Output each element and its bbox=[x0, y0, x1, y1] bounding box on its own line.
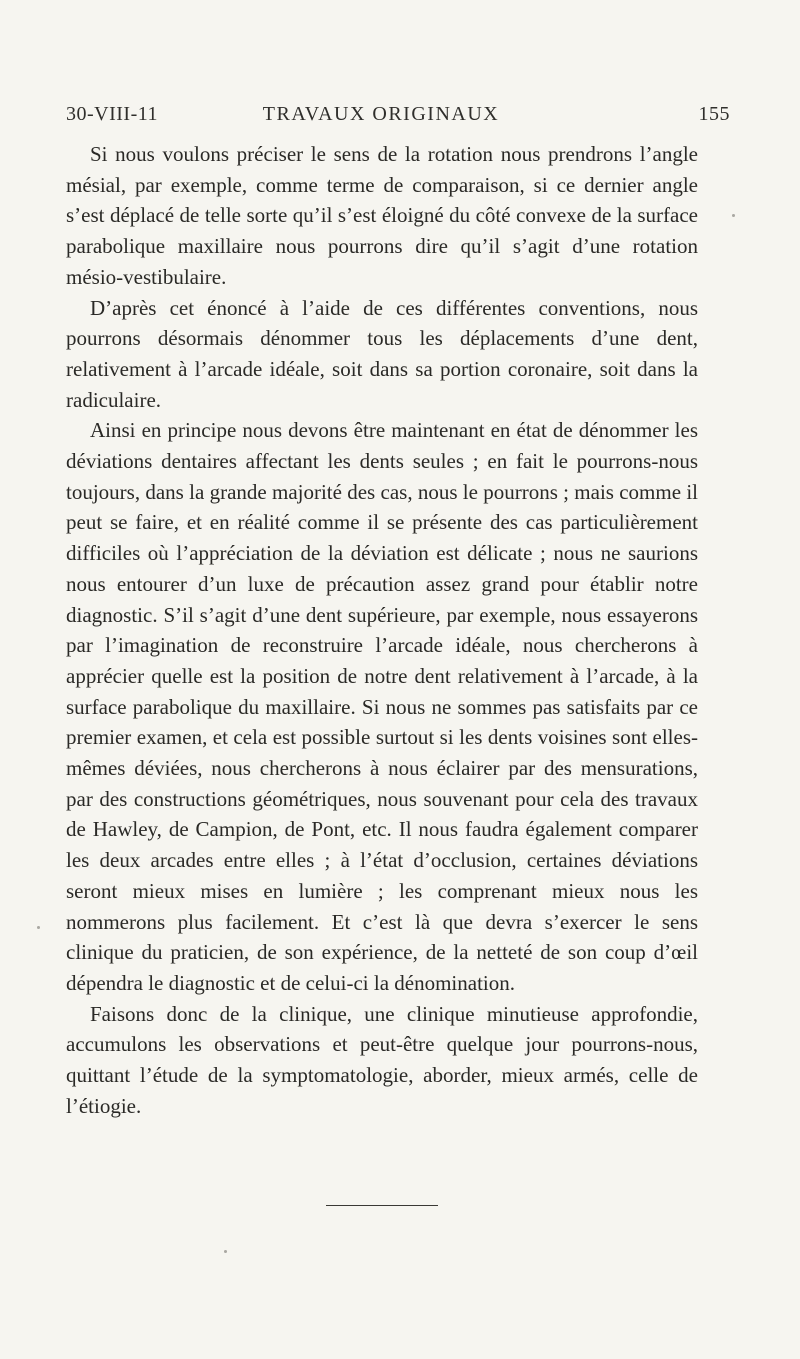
paper-speck bbox=[37, 926, 40, 929]
body-text bbox=[66, 139, 698, 1122]
paragraph-4: Faisons donc de la clinique, une clinique minutieuse approfondie, accumulons les observations et peut-être quelque jour pourrons-nous, quittant l’étude de la symptomatologie, aborder, mieux armés, celle de l’étiogie. bbox=[66, 1001, 698, 1118]
paragraph-2: D’après cet énoncé à l’aide de ces différentes conventions, nous pourrons désormais dénommer tous les déplacements d’une dent, relativement à l’arcade idéale, soit dans sa portion coronaire, soit dans la radiculaire. bbox=[66, 295, 698, 412]
paragraph-3: Ainsi en principe nous devons être maintenant en état de dénommer les déviations dentaires affectant les dents seules ; en fait le pourrons-nous toujours, dans la grande majorité des cas, nous le pourrons ; mais comme il peut se faire, et en réalité comme il se présente des cas particulièrement difficiles où l’appréciation de la déviation est délicate ; nous ne saurions nous entourer d’un luxe de précaution assez grand pour établir notre diagnostic. S’il s’agit d’une dent supérieure, par exemple, nous essayerons par l’imagination de reconstruire l’arcade idéale, nous chercherons à apprécier quelle est la position de notre dent relativement à l’arcade, à la surface parabolique du maxillaire. Si nous ne sommes pas satisfaits par ce premier examen, et cela est possible surtout si les dents voisines sont elles-mêmes déviées, nous chercherons à nous éclairer par des mensurations, par des constructions géométriques, nous souvenant pour cela des travaux de Hawley, de Campion, de Pont, etc. Il nous faudra également comparer les deux arcades entre elles ; à l’état d’occlusion, certaines déviations seront mieux mises en lumière ; les comprenant mieux nous les nommerons plus facilement. Et c’est là que devra s’exercer le sens clinique du praticien, de son expérience, de la netteté de son coup d’œil dépendra le diagnostic et de celui-ci la dénomination. bbox=[66, 418, 698, 995]
header-section-title: TRAVAUX ORIGINAUX bbox=[262, 103, 500, 125]
page-number: 155 bbox=[698, 103, 730, 125]
paper-speck bbox=[224, 1250, 227, 1253]
paper-speck bbox=[732, 214, 735, 217]
running-header bbox=[66, 103, 730, 129]
section-end-rule bbox=[326, 1205, 438, 1206]
header-date: 30-VIII-11 bbox=[66, 103, 159, 125]
paragraph-1: Si nous voulons préciser le sens de la rotation nous prendrons l’angle mésial, par exemple, comme terme de comparaison, si ce dernier angle s’est déplacé de telle sorte qu’il s’est éloigné du côté convexe de la surface parabolique maxillaire nous pourrons dire qu’il s’agit d’une rotation mésio-vestibulaire. bbox=[66, 142, 698, 289]
